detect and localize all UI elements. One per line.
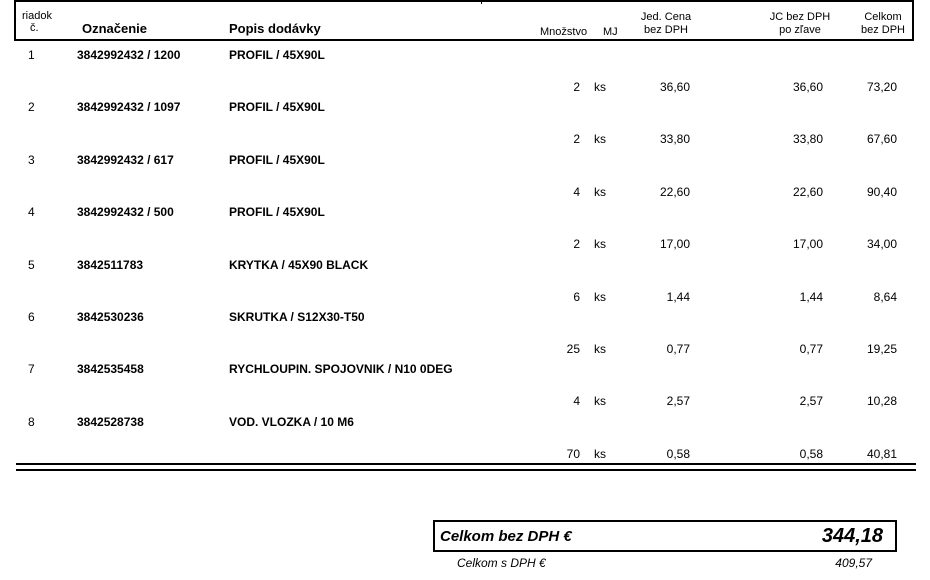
item-unit-price: 36,60 [659, 80, 690, 94]
item-description: PROFIL / 45X90L [229, 205, 325, 219]
item-number: 1 [28, 48, 35, 62]
item-description: PROFIL / 45X90L [229, 153, 325, 167]
item-unit: ks [594, 80, 606, 94]
item-unit: ks [594, 447, 606, 461]
item-quantity: 2 [573, 80, 580, 94]
table-end-line-2 [16, 469, 916, 471]
header-unit-price-line1: Jed. Cena [640, 11, 692, 23]
item-unit-price: 22,60 [659, 185, 690, 199]
item-number: 3 [28, 153, 35, 167]
header-discounted-price-line1: JC bez DPH [769, 11, 831, 23]
item-total: 10,28 [866, 394, 897, 408]
item-description: VOD. VLOZKA / 10 M6 [229, 415, 354, 429]
item-discounted-price: 2,57 [799, 394, 823, 408]
header-total-line2: bez DPH [860, 24, 906, 36]
item-number: 2 [28, 100, 35, 114]
total-without-vat-box [433, 520, 897, 552]
item-number: 4 [28, 205, 35, 219]
item-unit: ks [594, 290, 606, 304]
item-unit: ks [594, 342, 606, 356]
item-number: 6 [28, 310, 35, 324]
item-code: 3842992432 / 1200 [77, 48, 181, 62]
item-total: 90,40 [866, 185, 897, 199]
item-description: RYCHLOUPIN. SPOJOVNIK / N10 0DEG [229, 362, 453, 376]
item-unit: ks [594, 132, 606, 146]
item-discounted-price: 17,00 [792, 237, 823, 251]
header-quantity: Množstvo [540, 26, 588, 38]
item-code: 3842535458 [77, 362, 144, 376]
item-description: PROFIL / 45X90L [229, 48, 325, 62]
table-end-line-1 [16, 463, 916, 465]
item-total: 40,81 [866, 447, 897, 461]
header-unit-price-line2: bez DPH [643, 24, 689, 36]
total-without-vat-value: 344,18 [821, 525, 883, 547]
total-without-vat-label: Celkom bez DPH € [440, 528, 572, 545]
item-description: KRYTKA / 45X90 BLACK [229, 258, 369, 272]
item-total: 73,20 [866, 80, 897, 94]
item-unit: ks [594, 237, 606, 251]
item-total: 8,64 [873, 290, 897, 304]
item-description: PROFIL / 45X90L [229, 100, 325, 114]
item-total: 67,60 [866, 132, 897, 146]
item-code: 3842528738 [77, 415, 144, 429]
item-total: 34,00 [866, 237, 897, 251]
item-unit-price: 17,00 [659, 237, 690, 251]
item-unit-price: 0,77 [666, 342, 690, 356]
total-with-vat-label: Celkom s DPH € [457, 556, 546, 570]
item-code: 3842992432 / 617 [77, 153, 174, 167]
item-discounted-price: 22,60 [792, 185, 823, 199]
item-discounted-price: 1,44 [799, 290, 823, 304]
item-discounted-price: 0,58 [799, 447, 823, 461]
item-unit-price: 33,80 [659, 132, 690, 146]
item-quantity: 4 [573, 185, 580, 199]
header-description: Popis dodávky [229, 21, 321, 36]
header-discounted-price-line2: po zľave [779, 24, 821, 36]
item-total: 19,25 [866, 342, 897, 356]
item-number: 5 [28, 258, 35, 272]
item-code: 3842992432 / 500 [77, 205, 174, 219]
item-unit-price: 1,44 [666, 290, 690, 304]
item-quantity: 2 [573, 132, 580, 146]
item-number: 8 [28, 415, 35, 429]
total-with-vat-value: 409,57 [835, 556, 872, 570]
item-unit: ks [594, 185, 606, 199]
item-unit: ks [594, 394, 606, 408]
item-discounted-price: 33,80 [792, 132, 823, 146]
item-quantity: 6 [573, 290, 580, 304]
item-unit-price: 0,58 [666, 447, 690, 461]
item-quantity: 70 [566, 447, 580, 461]
item-number: 7 [28, 362, 35, 376]
table-header [14, 1, 914, 41]
item-discounted-price: 36,60 [792, 80, 823, 94]
item-discounted-price: 0,77 [799, 342, 823, 356]
item-description: SKRUTKA / S12X30-T50 [229, 310, 365, 324]
item-code: 3842992432 / 1097 [77, 100, 181, 114]
header-code: Označenie [82, 21, 148, 36]
header-row-no-line2: č. [30, 22, 39, 34]
item-quantity: 2 [573, 237, 580, 251]
header-total-line1: Celkom [864, 11, 902, 23]
header-unit: MJ [603, 26, 618, 38]
header-row-no-line1: riadok [22, 10, 52, 22]
item-unit-price: 2,57 [666, 394, 690, 408]
item-quantity: 25 [566, 342, 580, 356]
item-code: 3842511783 [77, 258, 144, 272]
item-quantity: 4 [573, 394, 580, 408]
item-code: 3842530236 [77, 310, 144, 324]
